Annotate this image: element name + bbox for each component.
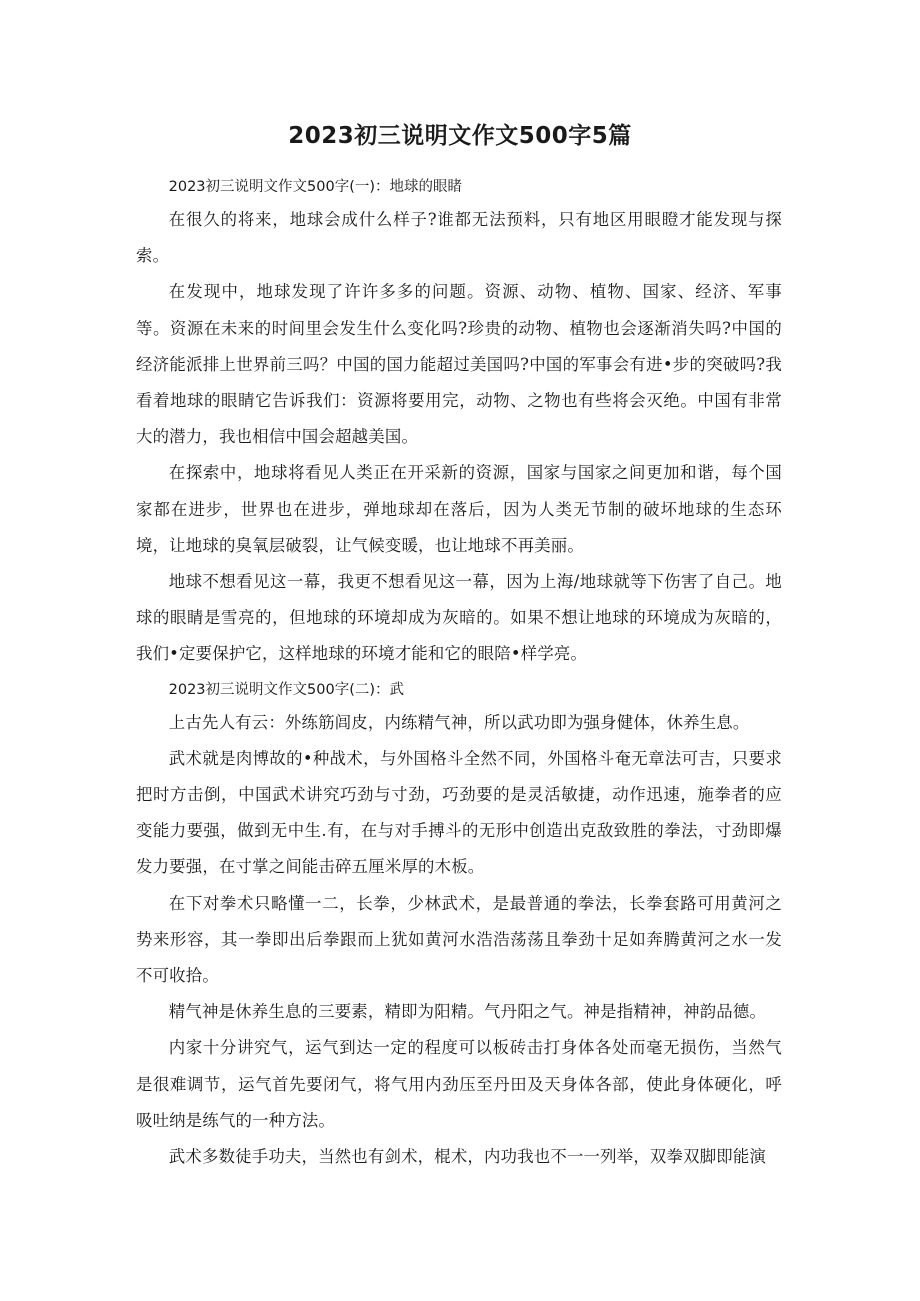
paragraph: 在很久的将来，地球会成什么样子?谁都无法预料，只有地区用眼瞪才能发现与探索。 — [136, 210, 782, 266]
paragraph: 在发现中，地球发现了许许多多的问题。资源、动物、植物、国家、经济、军事等。资源在未来的时间里会发生什么变化吗?珍贵的动物、植物也会逐渐消失吗?中国的经济能派排上世界前三吗？中国的国力能超过美国吗?中国的军事会有进•步的突破吗?我看着地球的眼睛它告诉我们：资源将要用完，动物、之物也有些将会灭绝。中国有非常大的潜力，我也相信中国会超越美国。 — [136, 282, 782, 447]
paragraph: 精气神是休养生息的三要素，精即为阳精。气丹阳之气。神是指精神，神韵品德。 — [168, 1002, 767, 1022]
paragraph: 上古先人有云：外练筋闾皮，内练精气神，所以武功即为强身健体，休养生息。 — [168, 712, 750, 732]
paragraph: 在下对拳术只略懂一二，长拳，少林武术，是最普通的拳法，长拳套路可用黄河之势来形容，其一拳即出后拳跟而上犹如黄河水浩浩荡荡且拳劲十足如奔腾黄河之水一发不可收拾。 — [136, 893, 782, 986]
document-title: 2023初三说明文作文500字5篇 — [288, 123, 632, 149]
paragraph: 在探索中，地球将看见人类正在开采新的资源，国家与国家之间更加和谐，每个国家都在进步，世界也在进步，弹地球却在落后，因为人类无节制的破坏地球的生态环境，让地球的臭氧层破裂，让气候变暖，也让地球不再美丽。 — [136, 463, 782, 555]
section-heading: 2023初三说明文作文500字(二)：武 — [168, 681, 405, 698]
paragraph: 武术就是肉博故的•种战术，与外国格斗全然不同，外国格斗奄无章法可吉，只要求把时方击倒，中国武术讲究巧劲与寸劲，巧劲要的是灵活敏捷，动作迅速，施拳者的应变能力要强，做到无中生.有，在与对手搏斗的无形中创造出克敌致胜的拳法，寸劲即爆发力要强，在寸掌之间能击碎五厘米厚的木板。 — [136, 748, 782, 877]
paragraph: 内家十分讲究气，运气到达一定的程度可以板砖击打身体各处而毫无损伤，当然气是很难调节，运气首先要闭气，将气用内劲压至丹田及天身体各部，使此身体硬化，呼吸吐纳是练气的一种方法。 — [136, 1038, 782, 1130]
document-body — [136, 170, 782, 1175]
paragraph: 武术多数徒手功夫，当然也有剑术，棍术，内功我也不一一列举，双拳双脚即能演 — [168, 1147, 767, 1167]
paragraph: 地球不想看见这一幕，我更不想看见这一幕，因为上海/地球就等下伤害了自己。地球的眼睛是雪亮的，但地球的环境却成为灰暗的。如果不想让地球的环境成为灰暗的，我们•定要保护它，这样地球的环境才能和它的眼陪•样学亮。 — [136, 572, 782, 664]
section-heading: 2023初三说明文作文500字(一)：地球的眼睹 — [168, 179, 463, 195]
